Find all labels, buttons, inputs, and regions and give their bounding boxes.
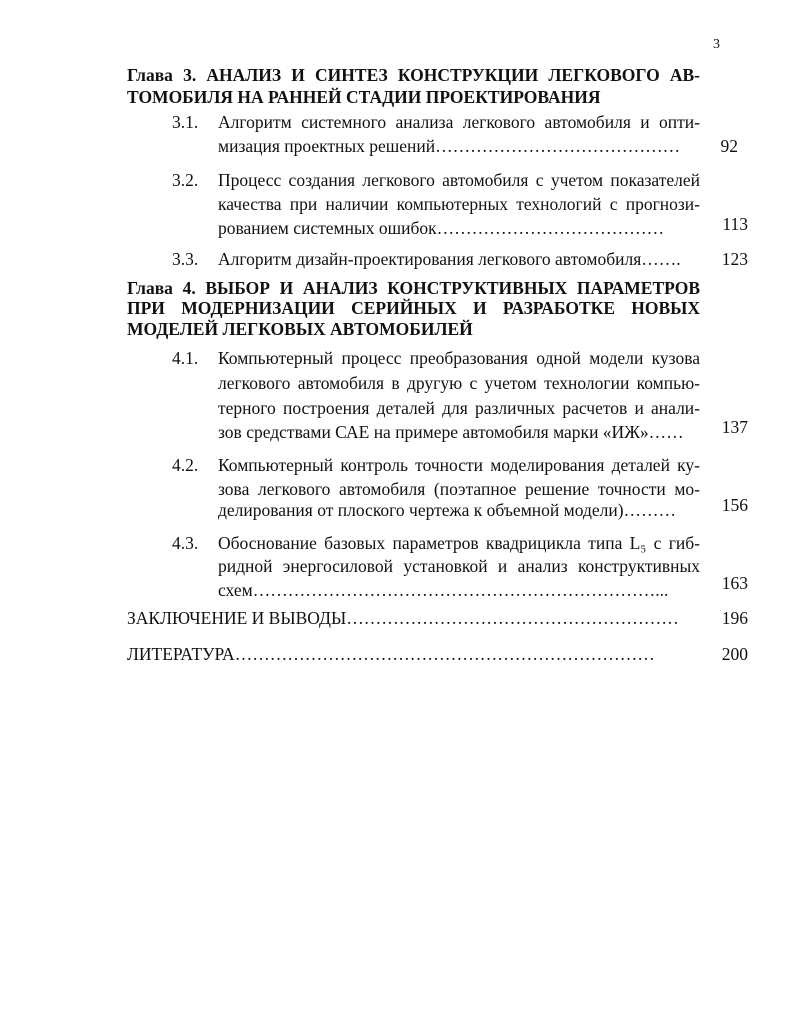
section-title-line: Обоснование базовых параметров квадрицикла типа L₅ с гиб- xyxy=(218,533,700,553)
section-title-line: качества при наличии компьютерных технологий с прогнози- xyxy=(218,194,700,214)
section-title-line: мизация проектных решений…………………………………… xyxy=(218,136,681,156)
page-ref: 196 xyxy=(721,608,748,628)
page-ref: 163 xyxy=(721,573,748,593)
conclusion-label: ЗАКЛЮЧЕНИЕ И ВЫВОДЫ………………………………………………… xyxy=(127,608,679,628)
section-title-line: ридной энергосиловой установкой и анализ конструктивных xyxy=(218,556,700,576)
section-title-line: зов средствами САЕ на примере автомобиля марки «ИЖ»…… xyxy=(218,422,684,442)
section-title-line: терного построения деталей для различных расчетов и анали- xyxy=(218,398,700,418)
section-title-line: рованием системных ошибок………………………………… xyxy=(218,218,665,238)
section-number: 3.3. xyxy=(172,249,199,269)
section-title-line: Компьютерный контроль точности моделирования деталей ку- xyxy=(218,455,700,475)
section-title-line: зова легкового автомобиля (поэтапное решение точности мо- xyxy=(218,479,700,499)
section-title-line: схем……………………………………………………………... xyxy=(218,580,669,600)
chapter-title-line: МОДЕЛЕЙ ЛЕГКОВЫХ АВТОМОБИЛЕЙ xyxy=(127,319,473,339)
chapter-title-line: Глава 4. ВЫБОР И АНАЛИЗ КОНСТРУКТИВНЫХ ПАРАМЕТРОВ xyxy=(127,278,700,298)
chapter-title-line: ПРИ МОДЕРНИЗАЦИИ СЕРИЙНЫХ И РАЗРАБОТКЕ НОВЫХ xyxy=(127,298,700,318)
section-title-line: делирования от плоского чертежа к объемной модели)……… xyxy=(218,500,677,520)
section-number: 3.1. xyxy=(172,112,199,132)
page-ref: 92 xyxy=(720,136,738,156)
page-ref: 200 xyxy=(721,644,748,664)
page-ref: 156 xyxy=(721,495,748,515)
section-title-line: легкового автомобиля в другую с учетом технологии компью- xyxy=(218,373,700,393)
section-title-line: Компьютерный процесс преобразования одной модели кузова xyxy=(218,348,700,368)
chapter-title-line: ТОМОБИЛЯ НА РАННЕЙ СТАДИИ ПРОЕКТИРОВАНИЯ xyxy=(127,87,601,107)
section-number: 4.3. xyxy=(172,533,199,553)
page-ref: 113 xyxy=(722,214,748,234)
chapter-title-line: Глава 3. АНАЛИЗ И СИНТЕЗ КОНСТРУКЦИИ ЛЕГКОВОГО АВ- xyxy=(127,65,700,85)
page-number: 3 xyxy=(713,37,720,52)
section-number: 3.2. xyxy=(172,170,199,190)
page-ref: 137 xyxy=(721,417,748,437)
section-number: 4.2. xyxy=(172,455,199,475)
references-label: ЛИТЕРАТУРА……………………………………………………………… xyxy=(127,644,655,664)
page-ref: 123 xyxy=(721,249,748,269)
section-title-line: Алгоритм системного анализа легкового автомобиля и опти- xyxy=(218,112,700,132)
section-number: 4.1. xyxy=(172,348,199,368)
section-title-line: Процесс создания легкового автомобиля с учетом показателей xyxy=(218,170,700,190)
section-title-line: Алгоритм дизайн-проектирования легкового автомобиля……. xyxy=(218,249,681,269)
